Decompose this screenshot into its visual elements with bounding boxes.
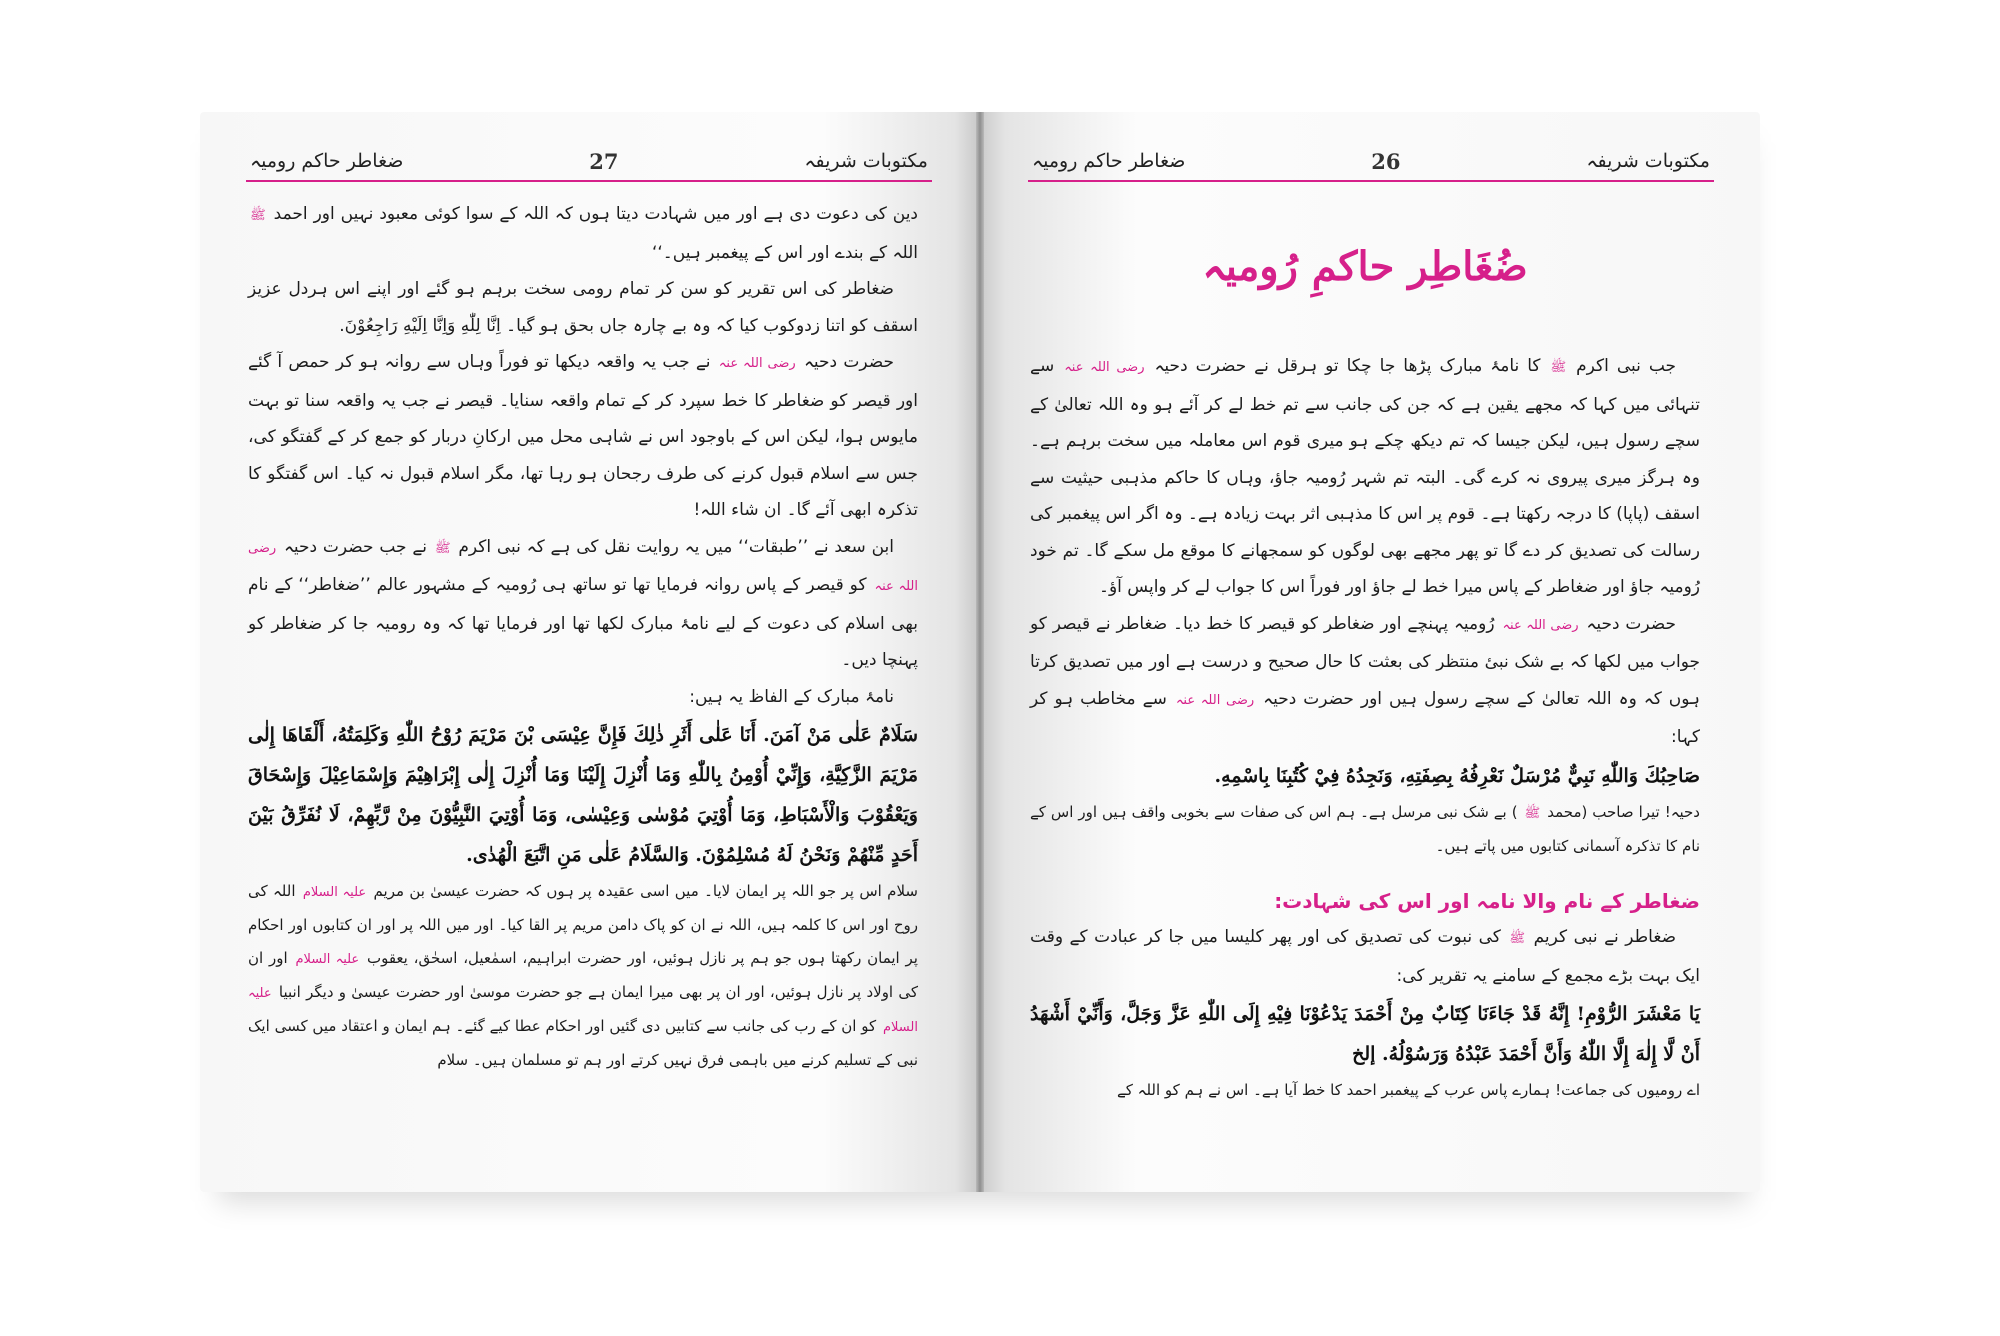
honorific-prophet: ﷺ xyxy=(1509,931,1526,946)
honorific-prophet: ﷺ xyxy=(250,208,266,223)
header-rule xyxy=(246,180,932,182)
translation-paragraph xyxy=(248,875,918,1077)
text-run: حضرت دحیہ xyxy=(803,352,894,372)
paragraph: نامۂ مبارک کے الفاظ یہ ہیں: xyxy=(689,686,894,707)
text-run: اللہ کی روح اور اس کا کلمہ ہیں، اللہ نے ان کو پاک دامن مریم پر القا کیا۔ اور میں اللہ پر اور ان کتابوں اور احکام پر ایمان رکھتا ہوں جو ہم پر نازل ہوئیں، اور حضرت ابراہیم، اسمٰعیل، اسحٰق، یعقوب xyxy=(248,882,918,967)
text-run: سے تنہائی میں کہا کہ مجھے یقین ہے کہ جن کی جانب سے تم خط لے کر آئے ہو وہ اللہ تعالیٰ کے سچے رسول ہیں، لیکن جیسا کہ تم دیکھ چکے ہو میری قوم اس معاملہ میں سخت برہم ہے۔ وہ ہرگز میری پیروی نہ کرے گی۔ البتہ تم شہر رُومیہ جاؤ، وہاں کا حاکم مذہبی حیثیت سے اسقف (پاپا) کا درجہ رکھتا ہے۔ قوم پر اس کا مذہبی اثر بہت زیادہ ہے۔ وہ اگر اس پیغمبر کی رسالت کی تصدیق کر دے گا تو پھر مجھے بھی لوگوں کو سمجھانے کا موقع مل سکے گا۔ تم خود رُومیہ جاؤ اور ضغاطر کے پاس میرا خط لے جاؤ اور فوراً اس کا جواب لے کر واپس آؤ۔ xyxy=(1030,356,1700,597)
arabic-speech: يَا مَعْشَرَ الرُّوْمِ! إِنَّهُ قَدْ جَاءَنَا كِتَابٌ مِنْ أَحْمَدَ يَدْعُوْنَا فِيْهِ إِلَى اللّٰهِ عَزَّ وَجَلَّ، وَأَنِّيْ أَشْهَدُ أَنْ لَّا إِلٰهَ إِلَّا اللّٰهُ وَأَنَّ أَحْمَدَ عَبْدُهُ وَرَسُوْلُهُ. إلخ xyxy=(1030,1003,1700,1065)
text-run: دین کی دعوت دی ہے اور میں شہادت دیتا ہوں کہ اللہ کے سوا کوئی معبود نہیں اور احمد xyxy=(273,204,919,224)
translation-paragraph: اے رومیوں کی جماعت! ہمارے پاس عرب کے پیغمبر احمد کا خط آیا ہے۔ اس نے ہم کو اللہ کے xyxy=(1116,1081,1700,1099)
page-number: 26 xyxy=(1371,148,1401,174)
arabic-letter-text: سَلَامٌ عَلٰى مَنْ آمَنَ. أَنَا عَلٰى أَثَرِ ذٰلِكَ فَإِنَّ عِيْسَى بْنَ مَرْيَمَ رُوْحُ اللّٰهِ وَكَلِمَتُهُ، أَلْقَاهَا إِلٰى مَرْيَمَ الزَّكِيَّةِ، وَإِنِّيْ أُوْمِنُ بِاللّٰهِ وَمَا أُنْزِلَ إِلَيْنَا وَمَا أُنْزِلَ إِلٰى إِبْرَاهِيْمَ وَإِسْمَاعِيْلَ وَإِسْحَاقَ وَيَعْقُوْبَ وَالْأَسْبَاطِ، وَمَا أُوْتِيَ مُوْسٰى وَعِيْسٰى، وَمَا أُوْتِيَ النَّبِيُّوْنَ مِنْ رَّبِّهِمْ، لَا نُفَرِّقُ بَيْنَ أَحَدٍ مِّنْهُمْ وَنَحْنُ لَهُ مُسْلِمُوْنَ. وَالسَّلَامُ عَلٰى مَنِ اتَّبَعَ الْهُدٰى. xyxy=(248,724,918,866)
text-run: دحیہ! تیرا صاحب (محمد xyxy=(1547,802,1700,821)
honorific-companion: رضی اللہ عنہ xyxy=(1502,617,1579,633)
text-run: اللہ کے بندے اور اس کے پیغمبر ہیں۔‘‘ xyxy=(652,242,918,263)
text-run: ) بے شک نبی مرسل ہے۔ ہم اس کی صفات سے بخوبی واقف ہیں اور اس کے نام کا تذکرہ آسمانی کتابوں میں پاتے ہیں۔ xyxy=(1030,802,1700,855)
section-heading: ضغاطر کے نام والا نامہ اور اس کی شہادت: xyxy=(1274,888,1700,913)
left-page-header xyxy=(250,146,928,176)
text-run: حضرت دحیہ xyxy=(1586,613,1677,634)
text-run: کی نبوت کی تصدیق کی اور پھر کلیسا میں جا کر عبادت کے وقت ایک بہت بڑے مجمع کے سامنے یہ تقریر کی: xyxy=(1030,927,1700,986)
text-run: ابن سعد نے ’’طبقات‘‘ میں یہ روایت نقل کی ہے کہ نبی اکرم xyxy=(458,536,894,557)
right-page-body xyxy=(1030,196,1700,1162)
honorific-companion: رضی اللہ عنہ xyxy=(248,540,918,594)
running-head-title: مکتوبات شریفہ xyxy=(804,150,928,172)
running-head-subtitle: ضغاطر حاکم رومیہ xyxy=(1032,150,1186,172)
text-run: سلام اس پر جو اللہ پر ایمان لایا۔ میں اسی عقیدہ پر ہوں کہ حضرت عیسیٰ بن مریم xyxy=(373,882,918,900)
paragraph xyxy=(248,529,918,679)
running-head-subtitle: ضغاطر حاکم رومیہ xyxy=(250,150,404,172)
honorific-companion: رضی اللہ عنہ xyxy=(1175,692,1255,708)
left-page xyxy=(200,112,978,1192)
text-run: جب نبی اکرم xyxy=(1576,356,1677,376)
text-run: سے مخاطب ہو کر کہا: xyxy=(1030,688,1700,747)
honorific-prophet: ﷺ xyxy=(1550,360,1567,375)
right-page-header xyxy=(1032,146,1710,176)
text-run: نے جب یہ واقعہ دیکھا تو فوراً وہاں سے روانہ ہو کر حمص آ گئے اور قیصر کو ضغاطر کا خط سپرد کر کے تمام واقعہ سنایا۔ قیصر نے جب یہ واقعہ سنا تو بہت مایوس ہوا، لیکن اس کے باوجود اس نے شاہی محل میں ارکانِ دربار کو جمع کر کے گفتگو کی، جس سے اسلام قبول کرنے کی طرف رجحان ہو رہا تھا، مگر اسلام قبول نہ کیا۔ اس گفتگو کا تذکرہ ابھی آئے گا۔ ان شاء اللہ! xyxy=(248,352,918,520)
translation-paragraph xyxy=(1030,796,1700,863)
left-page-body xyxy=(248,196,918,1162)
book-spine-gutter xyxy=(976,112,984,1192)
text-run: اور ان کی اولاد پر نازل ہوئیں، اور ان پر بھی میرا ایمان ہے جو حضرت موسیٰ اور حضرت عیسیٰ و دیگر انبیا xyxy=(248,949,918,1001)
paragraph xyxy=(1030,919,1700,994)
honorific-prophets: علیہ السلام xyxy=(248,986,918,1035)
paragraph xyxy=(248,196,918,271)
paragraph xyxy=(248,344,918,529)
text-run: رُومیہ پہنچے اور ضغاطر کو قیصر کا خط دیا۔ ضغاطر نے قیصر کو جواب میں لکھا کہ بے شک نبیٔ منتظر کی بعثت کا حال صحیح و درست ہے اور میں تصدیق کرتا ہوں کہ وہ اللہ تعالیٰ کے سچے رسول ہیں اور حضرت دحیہ xyxy=(1030,613,1701,709)
honorific-prophets: علیہ السلام xyxy=(295,952,360,967)
text-run: کو ان کے رب کی جانب سے کتابیں دی گئیں اور احکام عطا کیے گئے۔ ہم ایمان و اعتقاد میں کسی ایک نبی کے تسلیم کرنے میں باہمی فرق نہیں کرتے اور ہم تو مسلمان ہیں۔ سلام xyxy=(248,1017,918,1069)
open-book xyxy=(200,112,1760,1202)
arabic-quote: صَاحِبُكَ وَاللّٰهِ نَبِيٌّ مُرْسَلٌ نَعْرِفُهُ بِصِفَتِهِ، وَنَجِدُهُ فِيْ كُتُبِنَا بِاسْمِهِ. xyxy=(1214,764,1700,787)
page-number: 27 xyxy=(589,148,619,174)
header-rule xyxy=(1028,180,1714,182)
honorific-prophets: علیہ السلام xyxy=(302,885,367,900)
text-run: نے جب حضرت دحیہ xyxy=(283,536,428,557)
paragraph xyxy=(1030,606,1700,756)
right-page xyxy=(982,112,1760,1192)
chapter-title: ضُغَاطِر حاکمِ رُومیہ xyxy=(1202,243,1528,290)
text-run: کا نامۂ مبارک پڑھا جا چکا تو ہرقل نے حضرت دحیہ xyxy=(1154,356,1541,376)
honorific-prophet: ﷺ xyxy=(434,540,451,556)
honorific-prophet: ﷺ xyxy=(1524,805,1541,821)
paragraph: ضغاطر کی اس تقریر کو سن کر تمام رومی سخت برہم ہو گئے اور اپنے اس ہردل عزیز اسقف کو اتنا زدوکوب کیا کہ وہ بے چارہ جاں بحق ہو گیا۔ اِنَّا لِلّٰهِ وَاِنَّا اِلَيْهِ رَاجِعُوْنَ. xyxy=(248,279,918,336)
text-run: کو قیصر کے پاس روانہ فرمایا تھا تو ساتھ ہی رُومیہ کے مشہور عالم ’’ضغاطر‘‘ کے نام بھی اسلام کی دعوت کے لیے نامۂ مبارک لکھا تھا اور فرمایا تھا کہ وہ رومیہ جا کر ضغاطر کو پہنچا دیں۔ xyxy=(248,575,918,670)
text-run: ضغاطر نے نبی کریم xyxy=(1533,927,1676,947)
paragraph xyxy=(1030,348,1700,606)
honorific-companion: رضی اللہ عنہ xyxy=(718,356,796,371)
running-head-title: مکتوبات شریفہ xyxy=(1586,150,1710,172)
honorific-companion: رضی اللہ عنہ xyxy=(1064,360,1145,375)
